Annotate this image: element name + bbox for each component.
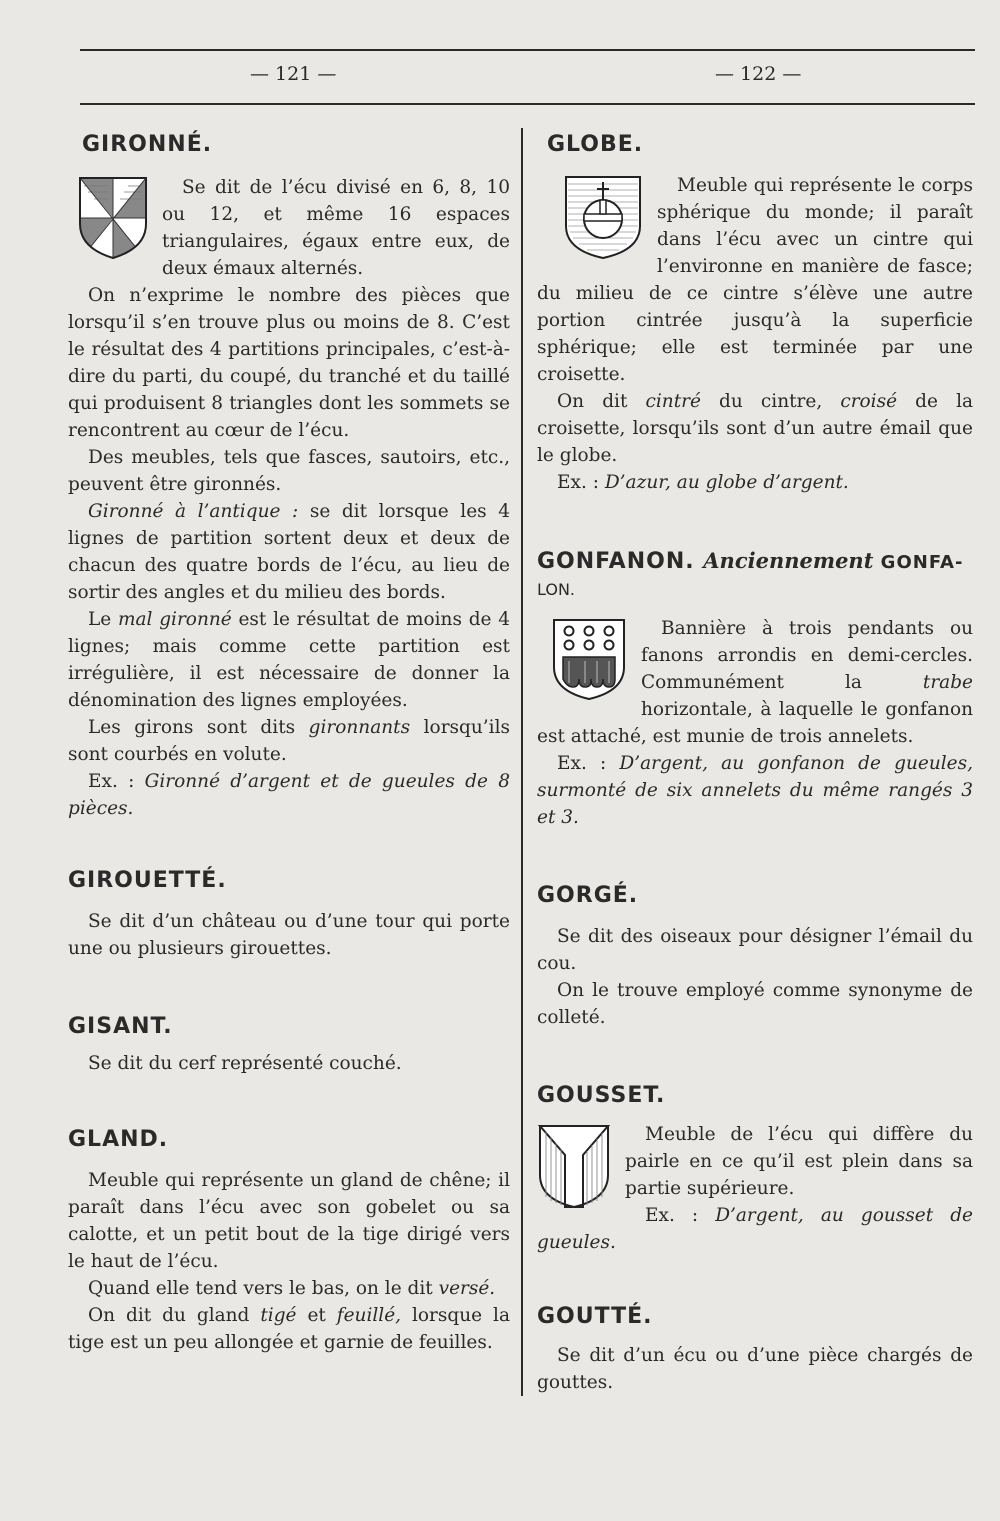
entry-title: GOUSSET. xyxy=(537,1083,666,1108)
example-blazon: D’azur, au globe d’argent. xyxy=(604,472,849,493)
italic-term: gironnants xyxy=(308,717,411,738)
italic-term: cintré xyxy=(645,391,701,412)
italic-term: mal gironné xyxy=(117,609,232,630)
entry-title: GORGÉ. xyxy=(537,883,639,908)
entry-example xyxy=(537,1202,973,1256)
paragraph-text: On dit xyxy=(557,391,646,412)
entry-paragraph xyxy=(68,498,510,606)
entry-paragraph: Meuble qui représente le corps sphérique du monde; il paraît dans l’écu avec un cintre qui l’environne en manière de fasce; du milieu de ce cintre s’élève une autre portion cintrée jusqu’à la superficie sphérique; elle est terminée par une croisette. xyxy=(537,175,973,385)
entry-paragraph xyxy=(68,606,510,714)
paragraph-text: se dit lorsque les 4 lignes de partition sortent deux et deux de chacun des quatre bords de l’écu, au lieu de sortir des angles et du milieu des bords. xyxy=(68,501,510,603)
paragraph-text: et xyxy=(296,1305,337,1326)
globe-shield-icon xyxy=(563,174,643,260)
italic-term: feuillé, xyxy=(336,1305,402,1326)
entry-title-variant-end: LON. xyxy=(537,580,575,599)
paragraph-text: Bannière à trois pendants ou fanons arrondis en demi-cercles. Communément la xyxy=(641,618,973,693)
page-number-left: — 121 — xyxy=(250,63,337,85)
entry-paragraph xyxy=(537,388,973,469)
entry-paragraph: Se dit de l’écu divisé en 6, 8, 10 ou 12, et même 16 espaces triangulaires, égaux entre eux, de deux émaux alternés. xyxy=(162,177,510,279)
example-blazon: D’argent, au gousset de gueules. xyxy=(537,1205,973,1253)
paragraph-text: Les girons sont dits xyxy=(88,717,309,738)
italic-term: tigé xyxy=(260,1305,297,1326)
example-label: Ex. : xyxy=(88,771,145,792)
header-rule-bottom xyxy=(80,103,975,105)
entry-paragraph: Des meubles, tels que fasces, sautoirs, etc., peuvent être gironnés. xyxy=(68,447,510,495)
right-column xyxy=(537,130,973,1396)
entry-title: GISANT. xyxy=(68,1014,173,1039)
entry-example xyxy=(68,768,510,822)
left-column xyxy=(68,130,510,1356)
entry-paragraph: Se dit d’un écu ou d’une pièce chargés de gouttes. xyxy=(537,1345,973,1393)
entry-title-variant: GONFA- xyxy=(873,552,964,573)
entry-paragraph: Se dit des oiseaux pour désigner l’émail du cou. xyxy=(537,926,973,974)
column-divider xyxy=(521,128,523,1396)
entry-paragraph xyxy=(68,1275,510,1302)
gonfanon-shield-icon xyxy=(551,617,627,701)
italic-term: croisé xyxy=(840,391,898,412)
entry-title-note: Anciennement xyxy=(703,548,874,573)
paragraph-text: On dit du gland xyxy=(88,1305,261,1326)
paragraph-text: Le xyxy=(88,609,118,630)
entry-title xyxy=(537,546,973,578)
entry-title: GLOBE. xyxy=(547,132,644,157)
paragraph-text: est le résultat de moins de 4 lignes; mais comme cette partition est irrégulière, il est nécessaire de donner la dénomination des lignes employées. xyxy=(68,609,511,711)
entry-paragraph xyxy=(68,714,510,768)
paragraph-text: du cintre, xyxy=(700,391,841,412)
header-rule-top xyxy=(80,49,975,51)
example-label: Ex. : xyxy=(557,753,620,774)
entry-title: GIROUETTÉ. xyxy=(68,868,227,893)
entry-gironne xyxy=(82,130,510,282)
example-label: Ex. : xyxy=(645,1205,716,1226)
paragraph-text: horizontale, à laquelle le gonfanon est attaché, est munie de trois annelets. xyxy=(537,699,973,747)
paragraph-text: lorsqu’ils sont courbés en volute. xyxy=(68,717,510,765)
entry-paragraph: On le trouve employé comme synonyme de colleté. xyxy=(537,980,973,1028)
italic-term: Gironné à l’antique : xyxy=(88,501,299,522)
example-blazon: Gironné d’argent et de gueules de 8 pièces. xyxy=(68,771,510,819)
entry-paragraph: Meuble qui représente un gland de chêne; il paraît dans l’écu avec son gobelet ou sa calotte, et un petit bout de la tige dirigé vers le haut de l’écu. xyxy=(68,1170,510,1272)
italic-term: versé. xyxy=(438,1278,496,1299)
entry-title: GOUTTÉ. xyxy=(537,1304,653,1329)
gousset-shield-icon xyxy=(537,1123,611,1209)
example-label: Ex. : xyxy=(557,472,605,493)
entry-title: GIRONNÉ. xyxy=(82,132,213,157)
entry-title: GLAND. xyxy=(68,1127,169,1152)
entry-paragraph: Se dit d’un château ou d’une tour qui porte une ou plusieurs girouettes. xyxy=(68,911,510,959)
entry-paragraph: Meuble de l’écu qui diffère du pairle en ce qu’il est plein dans sa partie supérieure. xyxy=(625,1124,973,1199)
paragraph-text: Quand elle tend vers le bas, on le dit xyxy=(88,1278,439,1299)
entry-paragraph: On n’exprime le nombre des pièces que lorsqu’il s’en trouve plus ou moins de 8. C’est le résultat des 4 partitions principales, c’est-à-dire du parti, du coupé, du tranché et du taillé qui produisent 8 triangles dont les sommets se rencontrent au cœur de l’écu. xyxy=(68,285,510,441)
entry-title-word: GONFANON. xyxy=(537,549,695,574)
italic-term: trabe xyxy=(922,672,973,693)
gironne-shield-icon xyxy=(78,176,148,260)
example-blazon: D’argent, au gonfanon de gueules, surmonté de six annelets du même rangés 3 et 3. xyxy=(537,753,973,828)
page-number-right: — 122 — xyxy=(715,63,802,85)
entry-example xyxy=(537,750,973,831)
entry-paragraph xyxy=(68,1302,510,1356)
entry-example xyxy=(537,469,973,496)
paragraph-text: de la croisette, lorsqu’ils sont d’un autre émail que le globe. xyxy=(537,391,974,466)
entry-paragraph: Se dit du cerf représenté couché. xyxy=(88,1053,402,1074)
paragraph-text: lorsque la tige est un peu allongée et garnie de feuilles. xyxy=(68,1305,510,1353)
